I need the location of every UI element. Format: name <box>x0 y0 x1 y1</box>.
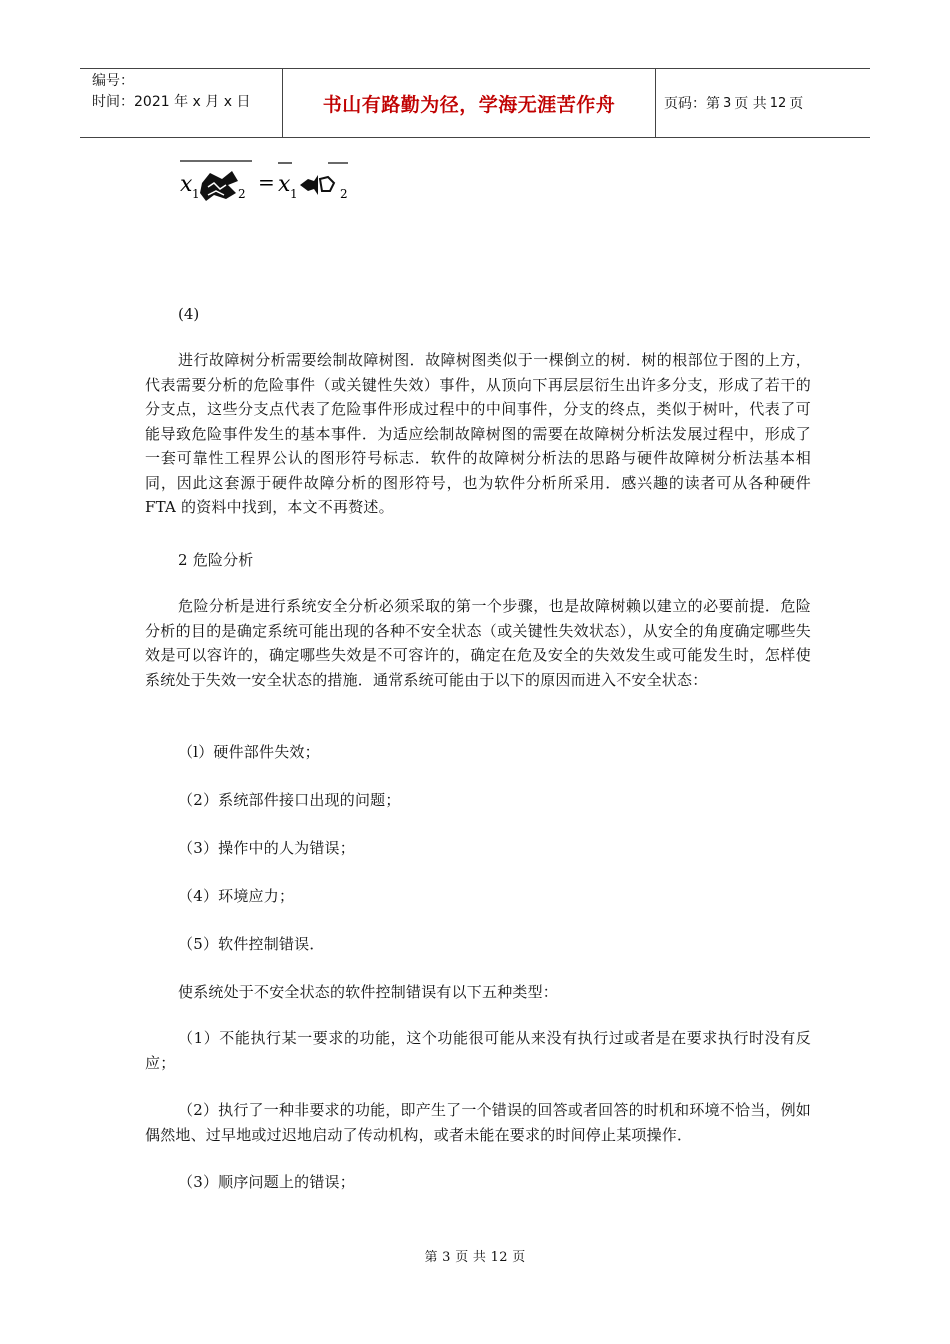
formula-garbled-symbol-icon <box>300 175 334 195</box>
header-meta <box>80 69 282 137</box>
header-page-info <box>656 69 870 137</box>
section-heading-hazard-analysis: 2 危险分析 <box>178 551 254 569</box>
header-time-label: 时间：2021 年 x 月 x 日 <box>92 94 251 110</box>
list-item-interface-problem: （2）系统部件接口出现的问题； <box>178 791 401 809</box>
formula-equals: = <box>258 170 275 194</box>
header-page-mid: 页 共 <box>734 96 767 112</box>
paragraph-error-types-intro: 使系统处于不安全状态的软件控制错误有以下五种类型： <box>178 983 559 1001</box>
equation-number: (4) <box>178 305 200 323</box>
formula-lhs-sub2: 2 <box>238 187 246 201</box>
list-item-type-3: （3）顺序问题上的错误； <box>178 1173 355 1191</box>
formula-lhs-var: x <box>180 172 193 197</box>
formula-rhs-sub2: 2 <box>340 187 348 201</box>
header-page-number: 3 <box>723 95 732 111</box>
list-item-type-1: （1）不能执行某一要求的功能，这个功能很可能从来没有执行过或者是在要求执行时没有反应； <box>145 1029 811 1072</box>
header-page-suffix: 页 <box>789 96 804 112</box>
formula-lhs-sub1: 1 <box>192 187 200 201</box>
list-item-type-2: （2）执行了一种非要求的功能，即产生了一个错误的回答或者回答的时机和环境不恰当，例如偶然地、过早地或过迟地启动了传动机构，或者未能在要求的时间停止某项操作． <box>145 1101 811 1144</box>
header-motto: 书山有路勤为径，学海无涯苦作舟 <box>282 69 656 137</box>
page-footer: 第 3 页 共 12 页 <box>424 1250 526 1265</box>
header-page-prefix: 页码：第 <box>664 96 720 112</box>
formula <box>178 155 378 215</box>
header-page-total: 12 <box>769 95 787 111</box>
formula-garbled-operator-icon <box>200 171 238 201</box>
list-item-software-control-error: （5）软件控制错误． <box>178 935 325 953</box>
page-header <box>80 68 870 138</box>
paragraph-hazard-analysis: 危险分析是进行系统安全分析必须采取的第一个步骤，也是故障树赖以建立的必要前提．危险分析的目的是确定系统可能出现的各种不安全状态（或关键性失效状态），从安全的角度确定哪些失效是可以容许的，确定哪些失效是不可容许的，确定在危及安全的失效发生或可能发生时，怎样使系统处于失效一安全状态的措施．通常系统可能由于以下的原因而进入不安全状态： <box>145 597 811 689</box>
list-item-human-error: （3）操作中的人为错误； <box>178 839 355 857</box>
paragraph-fta-intro: 进行故障树分析需要绘制故障树图．故障树图类似于一棵倒立的树．树的根部位于图的上方，代表需要分析的危险事件（或关键性失效）事件，从顶向下再层层衍生出许多分支，形成了若干的分支点，这些分支点代表了危险事件形成过程中的中间事件，分支的终点，类似于树叶，代表了可能导致危险事件发生的基本事件．为适应绘制故障树图的需要在故障树分析法发展过程中，形成了一套可靠性工程界公认的图形符号标志．软件的故障树分析法的思路与硬件故障树分析法基本相同，因此这套源于硬件故障分析的图形符号，也为软件分析所采用．感兴趣的读者可从各种硬件 FTA 的资料中找到，本文不再赘述。 <box>145 351 811 516</box>
formula-rhs-var: x <box>278 172 291 197</box>
list-item-hardware-failure: （l）硬件部件失效； <box>178 743 320 761</box>
header-id-label: 编号： <box>92 73 134 89</box>
formula-rhs-sub1: 1 <box>290 187 298 201</box>
list-item-environment-stress: （4）环境应力； <box>178 887 295 905</box>
